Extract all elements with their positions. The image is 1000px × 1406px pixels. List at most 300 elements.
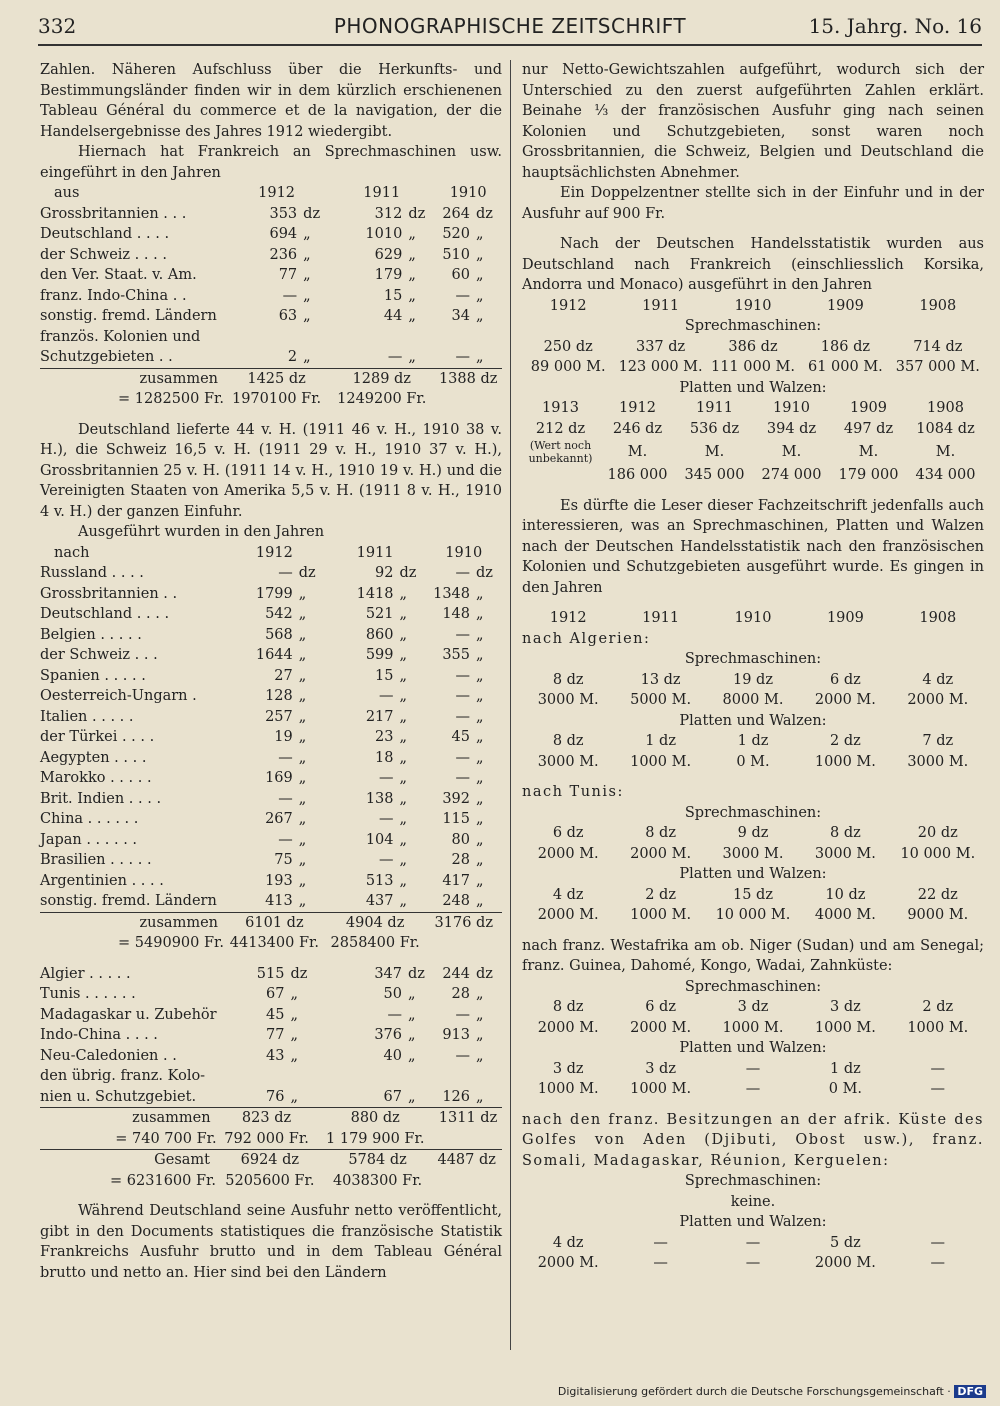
sum-cell: 3176 dz bbox=[434, 914, 493, 931]
table-cell: 629 bbox=[374, 246, 403, 263]
table-cell: — bbox=[387, 349, 403, 365]
sum-row bbox=[40, 1108, 502, 1129]
section-label: Platten und Walzen: bbox=[679, 1040, 827, 1056]
table-cell: 236 bbox=[269, 246, 298, 263]
value-cell: 8 dz bbox=[552, 733, 584, 749]
table-cell: — bbox=[455, 1047, 470, 1064]
value-cell: 19 dz bbox=[733, 671, 773, 688]
table-row bbox=[40, 707, 502, 728]
table-cell: 60 bbox=[451, 267, 470, 283]
value-cell: 2 dz bbox=[830, 733, 861, 749]
table-cell: Spanien . . . . . bbox=[40, 667, 146, 684]
table-cell: „ bbox=[476, 1027, 484, 1043]
value-cell: 2000 M. bbox=[630, 845, 692, 862]
table-cell: — bbox=[455, 287, 470, 304]
table-cell: „ bbox=[399, 585, 408, 602]
table-cell: 376 bbox=[374, 1027, 402, 1043]
table-cell bbox=[472, 1066, 502, 1087]
values-row bbox=[522, 1253, 984, 1274]
table-cell: dz bbox=[476, 205, 493, 222]
table-row bbox=[40, 850, 502, 871]
table-cell: „ bbox=[408, 1047, 416, 1064]
table-cell: „ bbox=[399, 770, 408, 786]
table-cell: sonstig. fremd. Ländern bbox=[40, 893, 217, 909]
table-cell: 510 bbox=[442, 246, 470, 263]
values-row bbox=[522, 885, 984, 906]
table-head-cell: aus bbox=[54, 185, 80, 201]
value-cell: 10 000 M. bbox=[900, 845, 976, 862]
value-cell: 2000 M. bbox=[814, 692, 876, 708]
table-cell bbox=[404, 1066, 434, 1087]
table-cell: „ bbox=[476, 729, 484, 745]
value-cell: 6 dz bbox=[830, 671, 861, 688]
paragraph: Deutschland lieferte 44 v. H. (1911 46 v. H., 1910 38 v. H.), die Schweiz 16,5 v. H. (1911 29 v. H., 1910 37 v. H.), Grossbritannien 25 v. H. (1911 14 v. H., 1910 19 v. H.) und die Vereinigten Staaten von Amerika 5,5 v. H. (1911 8 v. H., 1910 4 v. H.) der ganzen Einfuhr. bbox=[40, 421, 502, 520]
value-cell: 1908 bbox=[919, 297, 957, 314]
sum-cell: 1425 dz bbox=[247, 370, 306, 387]
value-cell: — bbox=[745, 1234, 761, 1251]
table-cell: „ bbox=[476, 1047, 484, 1064]
values-row bbox=[522, 670, 984, 691]
section-label: Sprechmaschinen: bbox=[684, 1173, 822, 1189]
value-cell: 714 dz bbox=[913, 338, 963, 355]
value-cell: 3000 M. bbox=[722, 845, 784, 862]
value-cell: 1 dz bbox=[737, 733, 769, 749]
table-cell: 913 bbox=[442, 1027, 470, 1043]
table-cell: 353 bbox=[269, 205, 298, 222]
sum-cell: 1388 dz bbox=[438, 370, 498, 387]
sum-cell: 1311 dz bbox=[438, 1110, 498, 1126]
value-cell: 0 M. bbox=[736, 753, 770, 770]
table-cell: „ bbox=[298, 852, 307, 868]
value-cell: 4 dz bbox=[922, 671, 954, 688]
unit: M. bbox=[704, 443, 725, 460]
sum-cell: 1289 dz bbox=[352, 370, 411, 387]
table-cell: der Schweiz . . . bbox=[40, 647, 158, 663]
value-cell: 246 dz bbox=[612, 420, 663, 437]
value-cell: 1911 bbox=[696, 400, 733, 416]
table-cell: 513 bbox=[365, 872, 394, 889]
table-cell: 45 bbox=[451, 729, 470, 745]
table-cell: Algier . . . . . bbox=[40, 965, 131, 982]
value-cell: 1909 bbox=[826, 610, 864, 626]
table-cell: Deutschland . . . . bbox=[40, 226, 170, 242]
table-row bbox=[40, 727, 502, 748]
table-cell: „ bbox=[476, 308, 484, 324]
value-cell: 9000 M. bbox=[907, 907, 969, 923]
table-row bbox=[40, 563, 502, 584]
table-row bbox=[40, 891, 502, 912]
table-cell: 63 bbox=[278, 308, 298, 324]
value-cell: 3 dz bbox=[552, 1060, 584, 1077]
table-row bbox=[40, 584, 502, 605]
value-cell: 8 dz bbox=[645, 825, 676, 841]
value-cell: 1000 M. bbox=[814, 1019, 876, 1036]
value-cell: 0 M. bbox=[828, 1081, 863, 1097]
value-cell: 1000 M. bbox=[722, 1019, 784, 1036]
table-cell: 542 bbox=[265, 606, 293, 622]
table-cell: 267 bbox=[265, 811, 293, 827]
value-cell: 1908 bbox=[919, 610, 957, 626]
table-row bbox=[40, 871, 502, 892]
table-row bbox=[40, 809, 502, 830]
franc-cell: 4413400 Fr. bbox=[229, 935, 319, 951]
table-cell: 44 bbox=[383, 308, 403, 324]
table-row bbox=[40, 265, 502, 286]
table-cell: Aegypten . . . . bbox=[40, 749, 147, 766]
table-cell: — bbox=[387, 1006, 402, 1023]
table-cell: 1010 bbox=[365, 226, 403, 242]
table-cell: der Schweiz . . . . bbox=[40, 246, 167, 263]
years-row bbox=[522, 296, 984, 317]
table-cell: 248 bbox=[442, 893, 470, 909]
table-row bbox=[40, 964, 502, 985]
table-row bbox=[40, 224, 502, 245]
value-cell: 3 dz bbox=[737, 999, 769, 1015]
sum-label: zusammen bbox=[132, 1110, 211, 1126]
table-cell: dz bbox=[408, 205, 426, 222]
table-cell: 599 bbox=[365, 647, 394, 663]
table-cell: „ bbox=[399, 852, 408, 868]
table-cell: „ bbox=[476, 1088, 484, 1105]
table-cell: „ bbox=[399, 811, 408, 827]
value-cell: 1000 M. bbox=[630, 907, 692, 923]
table-cell: „ bbox=[399, 667, 408, 684]
table-cell: Brasilien . . . . . bbox=[40, 852, 152, 868]
table-cell: Japan . . . . . . bbox=[40, 831, 138, 848]
table-cell: — bbox=[455, 749, 470, 766]
table-cell: „ bbox=[303, 287, 311, 304]
table-cell bbox=[316, 1066, 404, 1087]
values-row bbox=[522, 465, 984, 486]
table-cell: 75 bbox=[274, 852, 293, 868]
table-cell bbox=[472, 327, 502, 348]
franc-row bbox=[40, 389, 502, 410]
table-cell: „ bbox=[408, 287, 416, 304]
franc-cell: = 1282500 Fr. bbox=[118, 391, 224, 407]
table-head-cell: 1912 bbox=[258, 185, 296, 201]
table-cell: „ bbox=[290, 1088, 298, 1105]
value-cell: 1000 M. bbox=[630, 1081, 692, 1097]
franc-row bbox=[40, 1129, 502, 1150]
section-label: Platten und Walzen: bbox=[679, 379, 827, 396]
table-cell: „ bbox=[476, 872, 484, 889]
value-cell: — bbox=[653, 1234, 668, 1251]
table-head-cell: 1911 bbox=[363, 185, 401, 201]
franc-cell: = 740 700 Fr. bbox=[115, 1130, 217, 1147]
table-cell: „ bbox=[476, 647, 484, 663]
column-divider bbox=[510, 60, 511, 1350]
total-cell: 4487 dz bbox=[437, 1152, 496, 1168]
table-cell: „ bbox=[303, 308, 311, 324]
table-cell: — bbox=[455, 1006, 470, 1023]
table-cell: „ bbox=[408, 308, 416, 324]
value: 186 000 bbox=[607, 467, 668, 483]
franc-cell: = 5490900 Fr. bbox=[118, 935, 224, 951]
table-cell: 27 bbox=[274, 667, 293, 684]
values-row bbox=[522, 844, 984, 865]
value-cell: 9 dz bbox=[737, 825, 769, 841]
table-cell: 23 bbox=[375, 729, 394, 745]
franc-cell: 5205600 Fr. bbox=[225, 1172, 315, 1189]
table-cell: „ bbox=[476, 626, 484, 643]
value: 274 000 bbox=[761, 467, 822, 483]
table-row bbox=[40, 1066, 502, 1087]
table-cell: 19 bbox=[274, 729, 293, 745]
table-cell: 34 bbox=[451, 308, 470, 324]
none-label: keine. bbox=[730, 1193, 776, 1210]
table-cell: dz bbox=[399, 565, 417, 581]
table-cell: Grossbritannien . . bbox=[40, 585, 178, 602]
table-cell bbox=[286, 1066, 316, 1087]
table-row bbox=[40, 768, 502, 789]
value-cell: 1911 bbox=[642, 297, 680, 314]
values-row bbox=[522, 337, 984, 358]
table-cell: — bbox=[278, 831, 293, 848]
table-row bbox=[40, 645, 502, 666]
value-cell: 6 dz bbox=[645, 999, 676, 1015]
value-cell: 3 dz bbox=[830, 999, 861, 1015]
value: 179 000 bbox=[838, 467, 899, 483]
table-cell: „ bbox=[298, 606, 307, 622]
table-row bbox=[40, 604, 502, 625]
value-cell: — bbox=[930, 1234, 946, 1251]
total-row bbox=[40, 1150, 502, 1171]
sum-row bbox=[40, 912, 502, 933]
value-cell: 20 dz bbox=[917, 825, 958, 841]
table-cell: 77 bbox=[266, 1027, 285, 1043]
export-table bbox=[40, 543, 502, 954]
table-cell: dz bbox=[303, 205, 321, 222]
table-cell: „ bbox=[476, 811, 484, 827]
footer bbox=[558, 1385, 986, 1398]
value-cell: 2000 M. bbox=[537, 1255, 599, 1271]
value-cell: — bbox=[745, 1081, 761, 1097]
unit: M. bbox=[627, 443, 648, 460]
franc-cell: 792 000 Fr. bbox=[224, 1130, 309, 1147]
value-cell: 1 dz bbox=[830, 1060, 861, 1077]
table-row bbox=[40, 286, 502, 307]
table-cell: 521 bbox=[365, 606, 394, 622]
table-cell: 694 bbox=[269, 226, 298, 242]
table-cell: 1418 bbox=[356, 585, 394, 602]
table-cell: „ bbox=[399, 606, 408, 622]
sum-cell: 4904 dz bbox=[345, 914, 405, 931]
import-table bbox=[40, 183, 502, 410]
dfg-logo: DFG bbox=[954, 1385, 986, 1398]
table-cell: China . . . . . . bbox=[40, 811, 139, 827]
value-cell: 111 000 M. bbox=[710, 359, 795, 375]
table-cell: nien u. Schutzgebiet. bbox=[40, 1088, 197, 1105]
right-column bbox=[522, 60, 984, 1274]
table-cell: 28 bbox=[451, 986, 470, 1002]
table-cell: „ bbox=[298, 729, 307, 745]
value-cell: 4000 M. bbox=[814, 907, 876, 923]
table-cell: 45 bbox=[266, 1006, 285, 1023]
table-cell: „ bbox=[399, 831, 408, 848]
value-cell: 61 000 M. bbox=[807, 359, 883, 375]
table-cell: 148 bbox=[442, 606, 470, 622]
table-cell: Indo-China . . . . bbox=[40, 1027, 158, 1043]
table-cell: 417 bbox=[442, 872, 470, 889]
table-cell: 179 bbox=[374, 267, 403, 283]
table-head-cell: 1911 bbox=[356, 544, 394, 561]
values-row bbox=[522, 731, 984, 752]
table-cell: „ bbox=[408, 267, 416, 283]
table-cell: „ bbox=[298, 647, 307, 663]
value: 345 000 bbox=[684, 467, 745, 483]
table-cell: Schutzgebieten . . bbox=[40, 349, 173, 365]
section-label: Platten und Walzen: bbox=[679, 866, 827, 882]
value-cell: 7 dz bbox=[922, 733, 954, 749]
value-cell: 10 dz bbox=[825, 886, 866, 903]
table-cell: 437 bbox=[365, 893, 394, 909]
table-cell: sonstig. fremd. Ländern bbox=[40, 308, 217, 324]
paragraph: Ausgeführt wurden in den Jahren bbox=[78, 524, 325, 540]
table-cell: „ bbox=[476, 226, 484, 242]
table-cell bbox=[224, 327, 299, 348]
table-cell: „ bbox=[399, 626, 408, 643]
value: 434 000 bbox=[915, 467, 976, 483]
paragraph: Zahlen. Näheren Aufschluss über die Herkunfts- und Bestimmungsländer finden wir in dem kürzlich erschienenen Tableau Général du commerce et de la navigation, der die Handelsergebnisse des Jahres 1912 wiedergibt. bbox=[40, 62, 502, 140]
table-cell: 28 bbox=[451, 852, 470, 868]
section-label: Platten und Walzen: bbox=[679, 1214, 827, 1230]
table-row bbox=[40, 204, 502, 225]
table-cell: 169 bbox=[265, 770, 293, 786]
value-cell: 2000 M. bbox=[537, 907, 599, 923]
paragraph: Nach der Deutschen Handelsstatistik wurden aus Deutschland nach Frankreich (einschliesslich Korsika, Andorra und Monaco) ausgeführt in den Jahren bbox=[522, 236, 984, 293]
section-label: Sprechmaschinen: bbox=[684, 804, 822, 821]
table-cell: — bbox=[278, 565, 293, 581]
value-cell: 1909 bbox=[826, 297, 864, 314]
table-cell: 520 bbox=[442, 226, 470, 242]
table-row bbox=[40, 666, 502, 687]
table-cell: — bbox=[455, 626, 470, 643]
table-cell: „ bbox=[476, 770, 484, 786]
table-cell: 217 bbox=[365, 708, 394, 725]
table-cell: „ bbox=[298, 811, 307, 827]
table-cell: — bbox=[379, 770, 394, 786]
table-cell: „ bbox=[476, 606, 484, 622]
table-cell: 43 bbox=[266, 1047, 285, 1064]
value-cell: 186 dz bbox=[820, 338, 870, 355]
table-cell: 126 bbox=[442, 1088, 470, 1105]
table-cell: französ. Kolonien und bbox=[40, 328, 201, 345]
table-cell: 413 bbox=[265, 893, 293, 909]
franc-cell: 1 179 900 Fr. bbox=[326, 1130, 425, 1147]
table-row bbox=[40, 830, 502, 851]
table-cell: 2 bbox=[287, 349, 298, 365]
table-cell bbox=[434, 327, 472, 348]
section-label: Platten und Walzen: bbox=[679, 712, 827, 729]
table-cell: „ bbox=[408, 1088, 416, 1105]
table-cell: — bbox=[379, 688, 394, 704]
value-cell: 357 000 M. bbox=[895, 359, 980, 375]
sum-cell: 823 dz bbox=[241, 1110, 292, 1126]
table-cell: „ bbox=[290, 1047, 298, 1064]
table-cell: dz bbox=[408, 965, 425, 982]
table-row bbox=[40, 625, 502, 646]
table-cell: der Türkei . . . . bbox=[40, 729, 155, 745]
table-cell: den Ver. Staat. v. Am. bbox=[40, 267, 197, 283]
table-cell: Belgien . . . . . bbox=[40, 626, 142, 643]
table-cell: Russland . . . . bbox=[40, 565, 144, 581]
value-cell: 250 dz bbox=[543, 338, 593, 355]
table-cell: 76 bbox=[266, 1088, 285, 1105]
franc-cell: 1970100 Fr. bbox=[231, 391, 322, 407]
table-cell: „ bbox=[476, 667, 484, 684]
value-cell: 2000 M. bbox=[814, 1255, 876, 1271]
value-cell: 8 dz bbox=[552, 671, 584, 688]
section-label: Sprechmaschinen: bbox=[684, 651, 822, 667]
table-cell: 92 bbox=[375, 565, 394, 581]
table-row bbox=[40, 306, 502, 327]
table-head-cell: 1910 bbox=[445, 544, 483, 561]
table-cell: 257 bbox=[265, 708, 293, 725]
total-table bbox=[40, 1149, 502, 1191]
table-cell: — bbox=[379, 811, 394, 827]
value-cell: 3000 M. bbox=[814, 845, 876, 862]
table-cell: „ bbox=[476, 585, 484, 602]
table-cell: „ bbox=[298, 667, 307, 684]
table-row bbox=[40, 1005, 502, 1026]
table-cell: „ bbox=[408, 986, 416, 1002]
table-cell: „ bbox=[303, 246, 311, 263]
table-cell: — bbox=[455, 708, 470, 725]
table-row bbox=[40, 748, 502, 769]
values-row bbox=[522, 690, 984, 711]
footer-text: Digitalisierung gefördert durch die Deutsche Forschungsgemeinschaft · bbox=[557, 1385, 951, 1398]
value-cell: 8 dz bbox=[552, 999, 584, 1015]
table-cell: 77 bbox=[278, 267, 298, 283]
values-row bbox=[522, 905, 984, 926]
table-cell: „ bbox=[298, 708, 307, 725]
table-cell: dz bbox=[476, 965, 493, 982]
value-cell: 8000 M. bbox=[722, 692, 784, 708]
value-cell: 536 dz bbox=[689, 420, 740, 437]
table-cell: Madagaskar u. Zubehör bbox=[40, 1006, 217, 1023]
franc-cell: = 6231600 Fr. bbox=[110, 1172, 216, 1189]
table-row bbox=[40, 1087, 502, 1108]
table-cell: „ bbox=[399, 688, 408, 704]
table-cell: „ bbox=[290, 1006, 298, 1023]
values-row bbox=[522, 1233, 984, 1254]
table-cell: Italien . . . . . bbox=[40, 708, 134, 725]
value-cell: 15 dz bbox=[733, 886, 773, 903]
table-cell: 67 bbox=[383, 1088, 402, 1105]
table-cell: „ bbox=[399, 872, 408, 889]
table-cell: 392 bbox=[442, 790, 470, 807]
table-cell: franz. Indo-China . . bbox=[40, 287, 187, 304]
sum-label: zusammen bbox=[139, 914, 218, 931]
value-cell: 1913 bbox=[542, 400, 579, 416]
table-cell: 515 bbox=[256, 965, 285, 982]
paragraph: nur Netto-Gewichtszahlen aufgeführt, wodurch sich der Unterschied zu den zuerst aufgeführten Zahlen erklärt. Beinahe ⅓ der französischen Ausfuhr ging nach seinen Kolonien und Schutzgebieten, sonst waren noch Grossbritannien, die Schweiz, Belgien und Deutschland die hauptsächlichsten Abnehmer. bbox=[522, 62, 984, 181]
table-cell: „ bbox=[476, 831, 484, 848]
values-row bbox=[522, 1059, 984, 1080]
table-cell: — bbox=[455, 349, 470, 365]
table-row bbox=[40, 327, 502, 348]
value-cell: 10 000 M. bbox=[715, 907, 791, 923]
table-cell: „ bbox=[476, 267, 484, 283]
table-cell: Marokko . . . . . bbox=[40, 770, 152, 786]
value-cell: — bbox=[930, 1081, 946, 1097]
table-cell: — bbox=[282, 287, 298, 304]
table-cell: 67 bbox=[266, 986, 285, 1002]
value-cell: 3 dz bbox=[645, 1060, 676, 1077]
table-cell: 138 bbox=[365, 790, 394, 807]
value-cell: 1084 dz bbox=[916, 420, 975, 437]
value-cell: 8 dz bbox=[830, 825, 861, 841]
